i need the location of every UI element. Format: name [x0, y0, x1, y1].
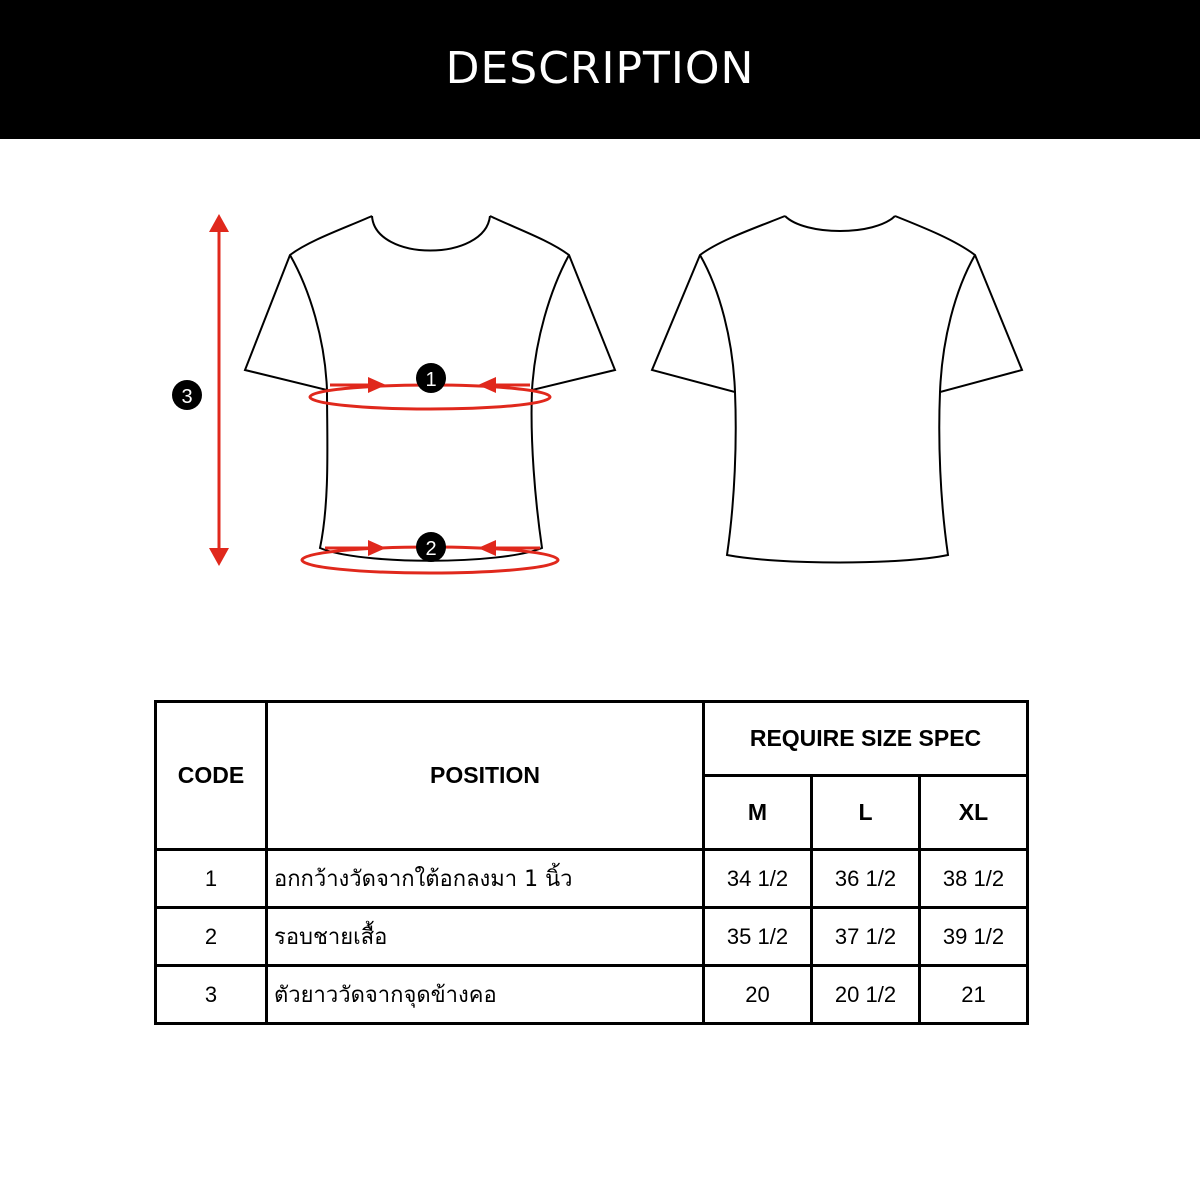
marker-3 [172, 380, 202, 410]
row-value-xl: 38 1/2 [920, 850, 1028, 908]
row-position: รอบชายเสื้อ [267, 908, 704, 966]
row-code: 1 [156, 850, 267, 908]
tshirt-diagram-svg [0, 139, 1200, 659]
row-value-xl: 21 [920, 966, 1028, 1024]
page-title: DESCRIPTION [445, 43, 755, 94]
header-bar [0, 0, 1200, 139]
row-value-m: 20 [704, 966, 812, 1024]
header-code: CODE [156, 702, 267, 850]
table-row [156, 850, 1028, 908]
marker-2-label: 2 [425, 538, 437, 560]
marker-1-label: 1 [425, 369, 437, 391]
table-header-row [156, 702, 1028, 776]
marker-3-label: 3 [181, 386, 193, 408]
row-value-l: 37 1/2 [812, 908, 920, 966]
header-size-spec: REQUIRE SIZE SPEC [704, 702, 1028, 776]
back-tshirt-outline [652, 216, 1022, 563]
tshirt-diagram [0, 139, 1200, 659]
table-row [156, 908, 1028, 966]
header-position: POSITION [267, 702, 704, 850]
row-position: อกกว้างวัดจากใต้อกลงมา 1 นิ้ว [267, 850, 704, 908]
row-code: 3 [156, 966, 267, 1024]
row-position: ตัวยาววัดจากจุดข้างคอ [267, 966, 704, 1024]
row-code: 2 [156, 908, 267, 966]
row-value-m: 34 1/2 [704, 850, 812, 908]
header-size-l: L [812, 776, 920, 850]
size-spec-table [154, 700, 1029, 1025]
header-size-xl: XL [920, 776, 1028, 850]
row-value-l: 20 1/2 [812, 966, 920, 1024]
row-value-l: 36 1/2 [812, 850, 920, 908]
header-size-m: M [704, 776, 812, 850]
marker-2 [416, 532, 446, 562]
row-value-m: 35 1/2 [704, 908, 812, 966]
marker-1 [416, 363, 446, 393]
length-measure-arrow [209, 214, 229, 566]
row-value-xl: 39 1/2 [920, 908, 1028, 966]
table-row [156, 966, 1028, 1024]
